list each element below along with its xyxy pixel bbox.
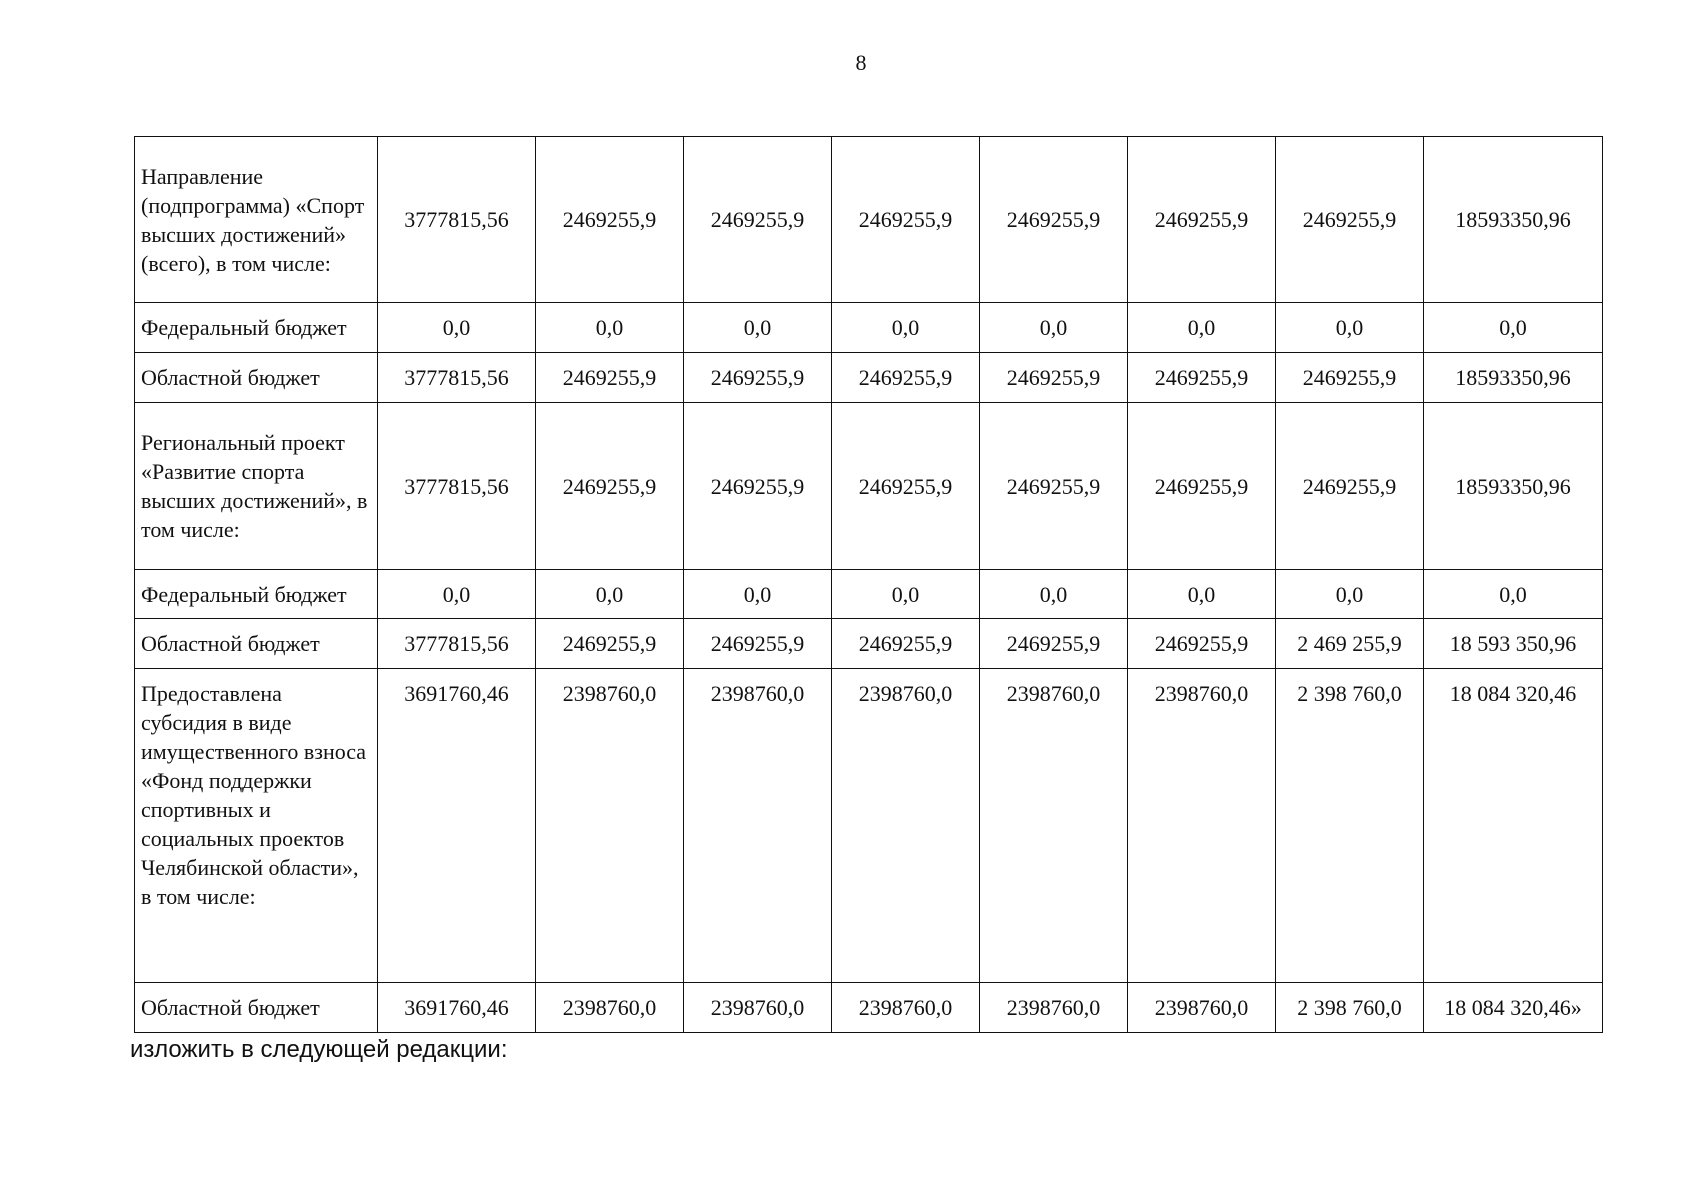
- table-cell: 2469255,9: [832, 403, 980, 570]
- table-cell: 2469255,9: [684, 137, 832, 303]
- table-cell: 2469255,9: [832, 619, 980, 669]
- table-cell: 2 398 760,0: [1276, 983, 1424, 1033]
- table-cell: 2469255,9: [1276, 137, 1424, 303]
- table-cell: 2469255,9: [1128, 137, 1276, 303]
- table-cell: 2469255,9: [536, 403, 684, 570]
- page-number: 8: [855, 50, 867, 75]
- row-label: Областной бюджет: [135, 353, 378, 403]
- table-cell: 18593350,96: [1424, 403, 1603, 570]
- row-label: Областной бюджет: [135, 619, 378, 669]
- table-row: [135, 303, 1603, 353]
- table-cell: 0,0: [536, 303, 684, 353]
- table-cell: 0,0: [1424, 303, 1603, 353]
- table-cell: 2469255,9: [980, 403, 1128, 570]
- table-cell: 2469255,9: [832, 137, 980, 303]
- table-cell: 0,0: [684, 570, 832, 619]
- table-cell: 0,0: [1128, 303, 1276, 353]
- table-cell: 2469255,9: [832, 353, 980, 403]
- table-cell: 3777815,56: [378, 353, 536, 403]
- table-cell: 2469255,9: [536, 619, 684, 669]
- row-label: Направление (подпрограмма) «Спорт высших достижений» (всего), в том числе:: [135, 137, 378, 303]
- table-cell: 2398760,0: [684, 983, 832, 1033]
- table-cell: 2469255,9: [536, 353, 684, 403]
- trailing-paragraph: изложить в следующей редакции:: [130, 1036, 508, 1063]
- table-cell: 2398760,0: [980, 983, 1128, 1033]
- table-cell: 2469255,9: [980, 619, 1128, 669]
- table-cell: 2398760,0: [536, 983, 684, 1033]
- table-cell: 2469255,9: [1128, 403, 1276, 570]
- table-cell: 2469255,9: [684, 403, 832, 570]
- table-cell: 0,0: [378, 570, 536, 619]
- table-cell: 2 398 760,0: [1276, 669, 1424, 983]
- table-cell: 18 084 320,46: [1424, 669, 1603, 983]
- table-cell: 2469255,9: [980, 137, 1128, 303]
- table-cell: 0,0: [1424, 570, 1603, 619]
- row-label: Федеральный бюджет: [135, 570, 378, 619]
- table-row: [135, 403, 1603, 570]
- table-cell: 3691760,46: [378, 983, 536, 1033]
- table-cell: 2398760,0: [536, 669, 684, 983]
- table-cell: 0,0: [1128, 570, 1276, 619]
- table-cell: 0,0: [980, 303, 1128, 353]
- table-cell: 0,0: [1276, 570, 1424, 619]
- table-row: [135, 137, 1603, 303]
- table-row: [135, 983, 1603, 1033]
- table-cell: 2469255,9: [536, 137, 684, 303]
- table-cell: 3777815,56: [378, 619, 536, 669]
- table-row: [135, 619, 1603, 669]
- table-cell: 2398760,0: [684, 669, 832, 983]
- table-cell: 2398760,0: [832, 983, 980, 1033]
- table-cell: 18 593 350,96: [1424, 619, 1603, 669]
- table-cell: 2469255,9: [1276, 403, 1424, 570]
- table-cell: 2398760,0: [1128, 983, 1276, 1033]
- table-cell: 0,0: [536, 570, 684, 619]
- row-label: Федеральный бюджет: [135, 303, 378, 353]
- table-cell: 2398760,0: [832, 669, 980, 983]
- table-cell: 2469255,9: [1128, 619, 1276, 669]
- table-cell: 2469255,9: [1128, 353, 1276, 403]
- table-cell: 2398760,0: [980, 669, 1128, 983]
- table-cell: 0,0: [378, 303, 536, 353]
- table-row: [135, 570, 1603, 619]
- table-cell: 2398760,0: [1128, 669, 1276, 983]
- table-cell: 2 469 255,9: [1276, 619, 1424, 669]
- table-cell: 18593350,96: [1424, 137, 1603, 303]
- table-cell: 0,0: [684, 303, 832, 353]
- table-row: [135, 353, 1603, 403]
- budget-table: [134, 136, 1603, 1033]
- table-cell: 0,0: [1276, 303, 1424, 353]
- table-cell: 2469255,9: [980, 353, 1128, 403]
- table-cell: 18593350,96: [1424, 353, 1603, 403]
- row-label: Предоставлена субсидия в виде имущественного взноса «Фонд поддержки спортивных и социальных проектов Челябинской области», в том числе:: [135, 669, 378, 983]
- table-cell: 2469255,9: [1276, 353, 1424, 403]
- table-row: [135, 669, 1603, 983]
- table-cell: 0,0: [980, 570, 1128, 619]
- row-label: Областной бюджет: [135, 983, 378, 1033]
- table-cell: 3691760,46: [378, 669, 536, 983]
- table-cell: 2469255,9: [684, 619, 832, 669]
- table-cell: 3777815,56: [378, 403, 536, 570]
- table-cell: 2469255,9: [684, 353, 832, 403]
- table-cell: 18 084 320,46»: [1424, 983, 1603, 1033]
- table-cell: 3777815,56: [378, 137, 536, 303]
- table-cell: 0,0: [832, 303, 980, 353]
- row-label: Региональный проект «Развитие спорта высших достижений», в том числе:: [135, 403, 378, 570]
- table-cell: 0,0: [832, 570, 980, 619]
